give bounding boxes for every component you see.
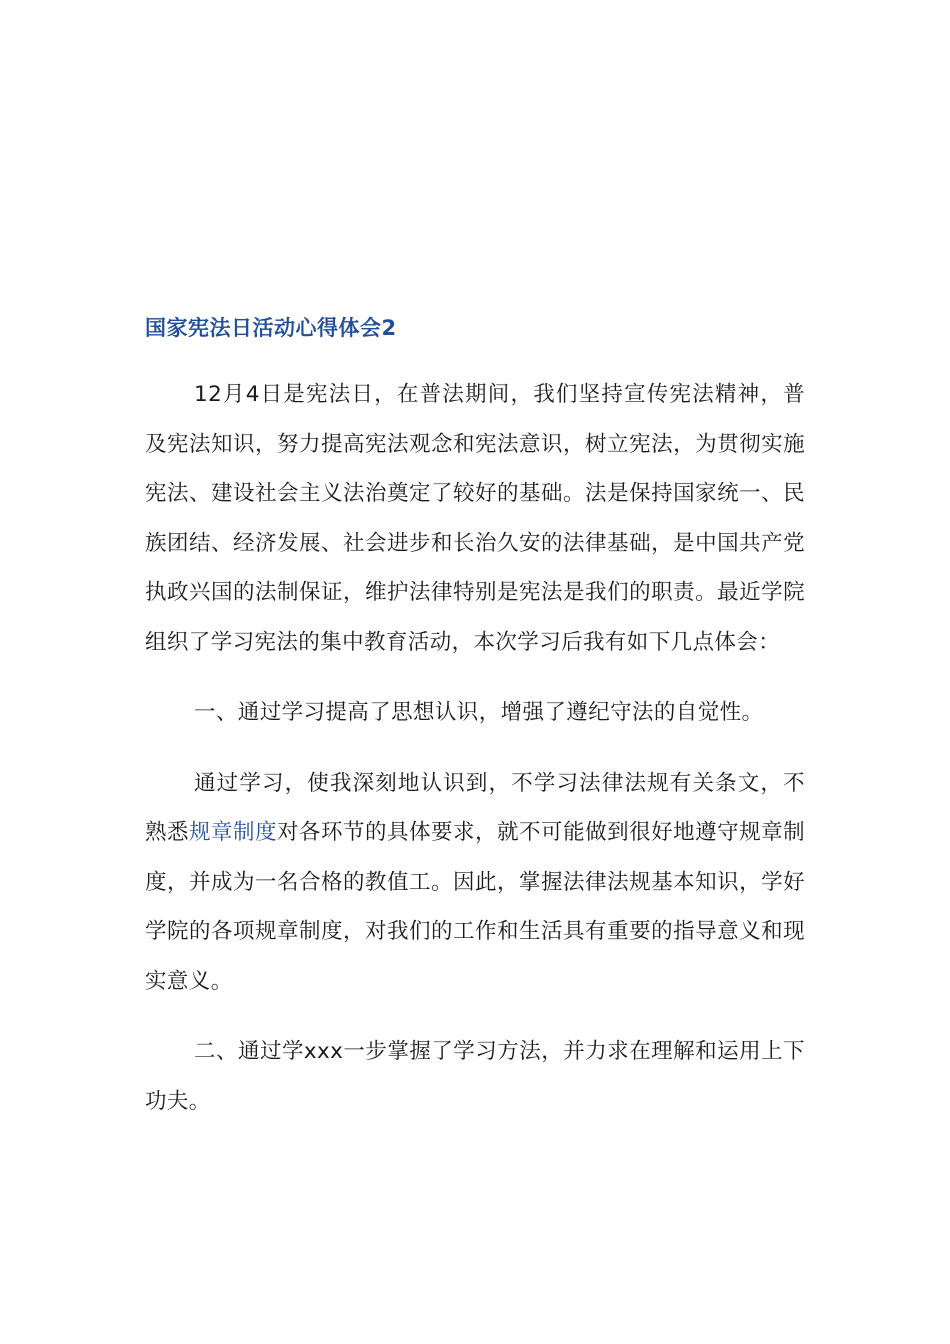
paragraph-text-after-link: 对各环节的具体要求，就不可能做到很好地遵守规章制度，并成为一名合格的教值工。因此，掌握法律法规基本知识，学好学院的各项规章制度，对我们的工作和生活具有重要的指导意义和现实意义。 — [145, 820, 805, 994]
paragraph-point-one: 一、通过学习提高了思想认识，增强了遵纪守法的自觉性。 — [194, 700, 764, 725]
regulations-link[interactable]: 规章制度 — [189, 820, 278, 845]
document-body — [145, 312, 805, 1147]
paragraph-point-two: 二、通过学xxx一步掌握了学习方法，并力求在理解和运用上下功夫。 — [145, 1039, 805, 1114]
paragraph-text-before-link: 通过学习，使我深刻地认识到，不学习法律法规有关条文，不熟悉 — [145, 770, 805, 845]
paragraph-intro: 12月4日是宪法日，在普法期间，我们坚持宣传宪法精神，普及宪法知识，努力提高宪法观念和宪法意识，树立宪法，为贯彻实施宪法、建设社会主义法治奠定了较好的基础。法是保持国家统一、民族团结、经济发展、社会进步和长治久安的法律基础，是中国共产党执政兴国的法制保证，维护法律特别是宪法是我们的职责。最近学院组织了学习宪法的集中教育活动，本次学习后我有如下几点体会： — [145, 382, 805, 655]
paragraph-point-one-detail — [145, 759, 805, 1007]
document-title: 国家宪法日活动心得体会2 — [145, 316, 397, 340]
